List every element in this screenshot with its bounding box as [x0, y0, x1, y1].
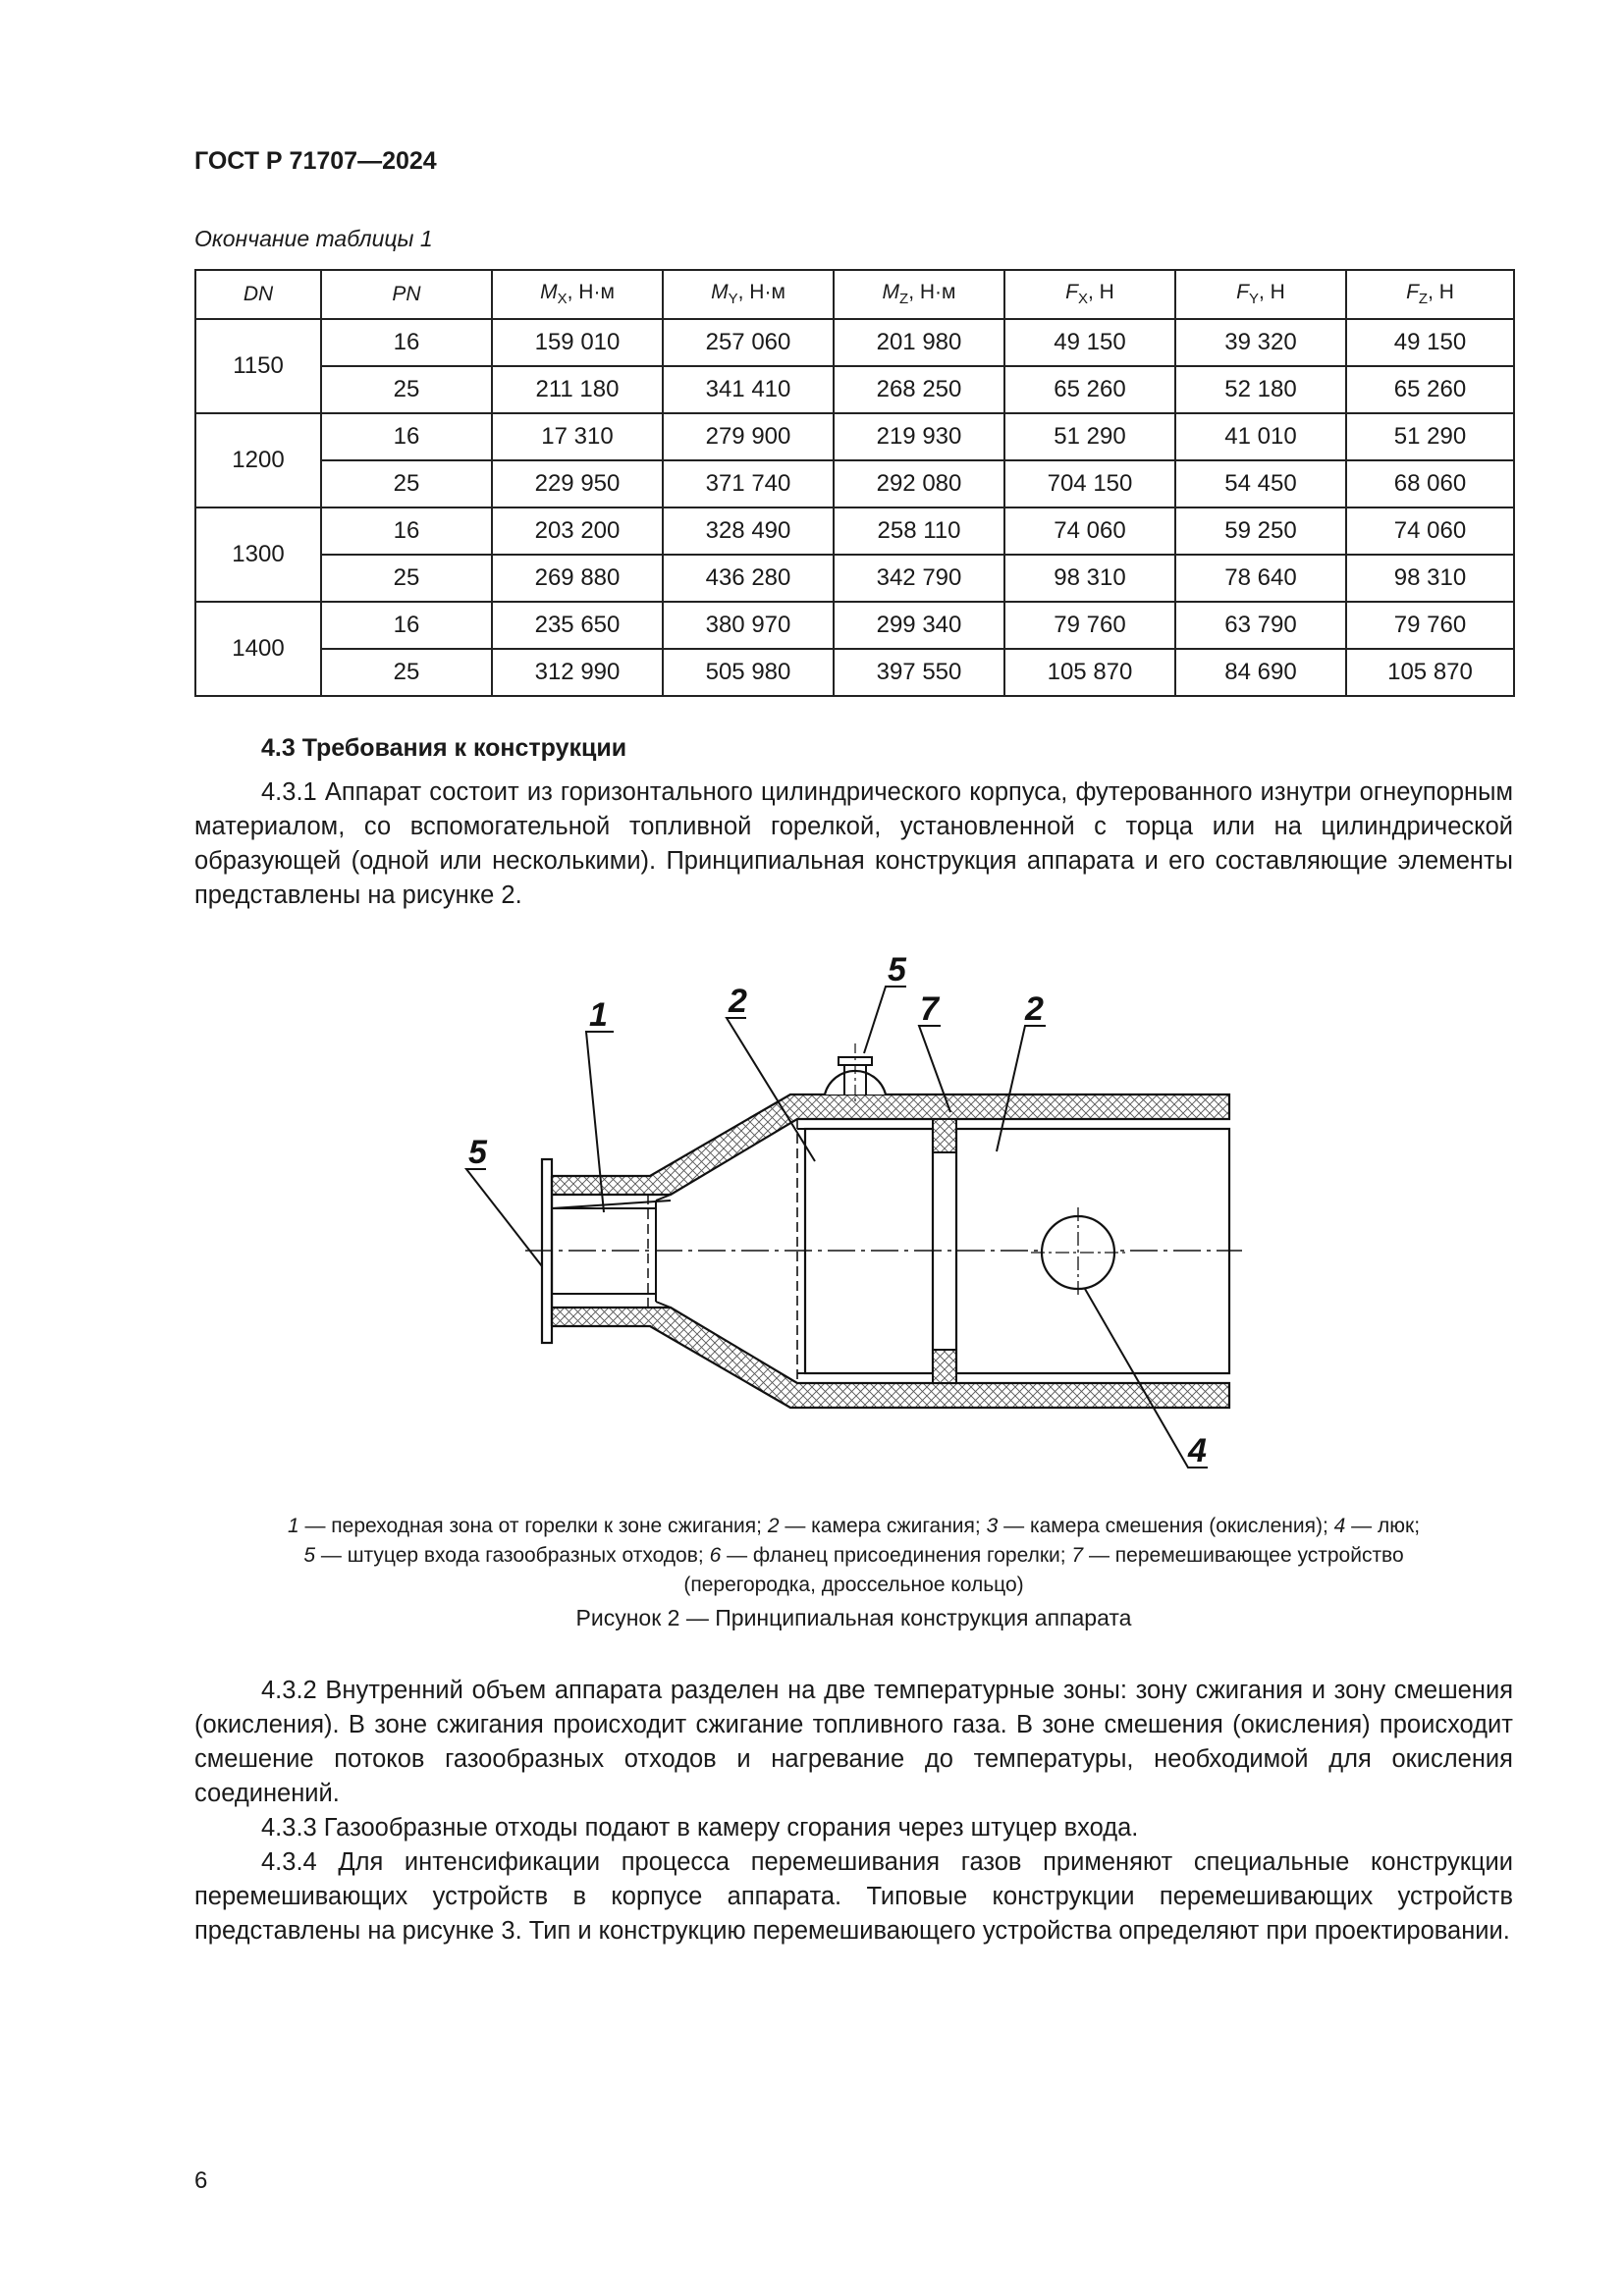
table-cell: 25 [321, 366, 492, 413]
table-cell: 229 950 [492, 460, 663, 507]
dn-cell: 1150 [195, 319, 321, 413]
label-7: 7 [920, 990, 939, 1028]
dn-cell: 1200 [195, 413, 321, 507]
dn-cell: 1400 [195, 602, 321, 696]
table-cell: 25 [321, 460, 492, 507]
label-2-mixing: 2 [1025, 990, 1044, 1028]
document-id: ГОСТ Р 71707—2024 [194, 147, 437, 175]
paragraph-4-3-1: 4.3.1 Аппарат состоит из горизонтального цилиндрического корпуса, футерованного изнутри огнеупорным материалом, со вспомогательной топливной горелкой, установленной с торца или на цилиндрической образующей (одной или несколькими). Принципиальная конструкция аппарата и его составляющие элементы представлены на рисунке 2. [194, 778, 1513, 909]
table-cell: 68 060 [1346, 460, 1514, 507]
loads-table [194, 269, 1515, 697]
table-cell: 74 060 [1004, 507, 1175, 555]
table-cell: 79 760 [1004, 602, 1175, 649]
table-caption: Окончание таблицы 1 [194, 226, 433, 251]
column-header: $M_Z$, Н·м [834, 270, 1004, 319]
table-cell: 16 [321, 507, 492, 555]
table-cell: 159 010 [492, 319, 663, 366]
legend-line-2: 5 — штуцер входа газообразных отходов; 6 — фланец присоединения горелки; 7 — перемешивающее устройство [303, 1544, 1404, 1567]
table-cell: 98 310 [1004, 555, 1175, 602]
label-1: 1 [589, 996, 608, 1034]
table-cell: 84 690 [1175, 649, 1346, 696]
table-row [195, 649, 1514, 696]
table-cell: 25 [321, 555, 492, 602]
table-row [195, 413, 1514, 460]
label-2-combustion: 2 [729, 983, 747, 1020]
table-cell: 211 180 [492, 366, 663, 413]
table-cell: 17 310 [492, 413, 663, 460]
table-cell: 51 290 [1346, 413, 1514, 460]
table-cell: 219 930 [834, 413, 1004, 460]
table-cell: 49 150 [1004, 319, 1175, 366]
table-cell: 505 980 [663, 649, 834, 696]
table-cell: 268 250 [834, 366, 1004, 413]
column-header: $F_X$, Н [1004, 270, 1175, 319]
table-row [195, 366, 1514, 413]
lining-top [550, 1095, 1229, 1195]
table-body [195, 319, 1514, 696]
table-cell: 39 320 [1175, 319, 1346, 366]
table-header-row [195, 270, 1514, 319]
table-cell: 51 290 [1004, 413, 1175, 460]
table-cell: 49 150 [1346, 319, 1514, 366]
table-cell: 59 250 [1175, 507, 1346, 555]
mixing-device [933, 1119, 956, 1152]
column-header: $M_X$, Н·м [492, 270, 663, 319]
table-cell: 54 450 [1175, 460, 1346, 507]
paragraph-4-3-3: 4.3.3 Газообразные отходы подают в камеру сгорания через штуцер входа. [261, 1814, 1139, 1842]
table-row [195, 555, 1514, 602]
table-row [195, 602, 1514, 649]
table-row [195, 460, 1514, 507]
table-cell: 201 980 [834, 319, 1004, 366]
table-cell: 78 640 [1175, 555, 1346, 602]
table-cell: 65 260 [1004, 366, 1175, 413]
table-cell: 105 870 [1346, 649, 1514, 696]
label-4: 4 [1188, 1432, 1207, 1469]
combustion-chamber [805, 1129, 933, 1373]
table-cell: 397 550 [834, 649, 1004, 696]
table-cell: 328 490 [663, 507, 834, 555]
table-cell: 371 740 [663, 460, 834, 507]
table-cell: 16 [321, 602, 492, 649]
column-header: PN [321, 270, 492, 319]
table-row [195, 319, 1514, 366]
table-cell: 269 880 [492, 555, 663, 602]
section-title: 4.3 Требования к конструкции [261, 734, 627, 762]
table-cell: 341 410 [663, 366, 834, 413]
figure-legend [194, 1512, 1513, 1600]
table-cell: 312 990 [492, 649, 663, 696]
table-cell: 105 870 [1004, 649, 1175, 696]
table-cell: 436 280 [663, 555, 834, 602]
paragraph-4-3-4: 4.3.4 Для интенсификации процесса перемешивания газов применяют специальные конструкции перемешивающих устройств в корпусе аппарата. Типовые конструкции перемешивающих устройств представлены на рисунке 3. Тип и конструкцию перемешивающего устройства определяют при проектировании. [194, 1848, 1513, 1945]
table-cell: 74 060 [1346, 507, 1514, 555]
table-cell: 235 650 [492, 602, 663, 649]
table-cell: 342 790 [834, 555, 1004, 602]
lining-bottom [550, 1308, 1229, 1408]
table-row [195, 507, 1514, 555]
table-cell: 380 970 [663, 602, 834, 649]
column-header: DN [195, 270, 321, 319]
table-cell: 25 [321, 649, 492, 696]
dn-cell: 1300 [195, 507, 321, 602]
table-cell: 299 340 [834, 602, 1004, 649]
table-cell: 79 760 [1346, 602, 1514, 649]
apparatus-drawing [432, 928, 1257, 1492]
table-cell: 203 200 [492, 507, 663, 555]
label-5-flange: 5 [468, 1134, 487, 1171]
column-header: $F_Y$, Н [1175, 270, 1346, 319]
table-cell: 292 080 [834, 460, 1004, 507]
table-cell: 704 150 [1004, 460, 1175, 507]
paragraph-4-3-2: 4.3.2 Внутренний объем аппарата разделен на две температурные зоны: зону сжигания и зону смешения (окисления). В зоне сжигания происходит сжигание топливного газа. В зоне смешения (окисления) происходит смешение потоков газообразных отходов и нагревание до температуры, необходимой для окисления соединений. [194, 1677, 1513, 1807]
legend-line-3: (перегородка, дроссельное кольцо) [683, 1574, 1024, 1596]
column-header: $F_Z$, Н [1346, 270, 1514, 319]
column-header: $M_Y$, Н·м [663, 270, 834, 319]
table-cell: 63 790 [1175, 602, 1346, 649]
table-cell: 16 [321, 319, 492, 366]
table-cell: 257 060 [663, 319, 834, 366]
table-cell: 52 180 [1175, 366, 1346, 413]
page-number: 6 [194, 2167, 208, 2194]
apparatus-figure [432, 928, 1257, 1492]
figure-caption: Рисунок 2 — Принципиальная конструкция аппарата [575, 1605, 1132, 1630]
label-5-nozzle: 5 [888, 951, 906, 988]
table-cell: 41 010 [1175, 413, 1346, 460]
legend-line-1: 1 — переходная зона от горелки к зоне сжигания; 2 — камера сжигания; 3 — камера смешения (окисления); 4 — люк; [287, 1515, 1421, 1537]
table-cell: 65 260 [1346, 366, 1514, 413]
table-cell: 279 900 [663, 413, 834, 460]
table-cell: 16 [321, 413, 492, 460]
table-cell: 98 310 [1346, 555, 1514, 602]
table-cell: 258 110 [834, 507, 1004, 555]
